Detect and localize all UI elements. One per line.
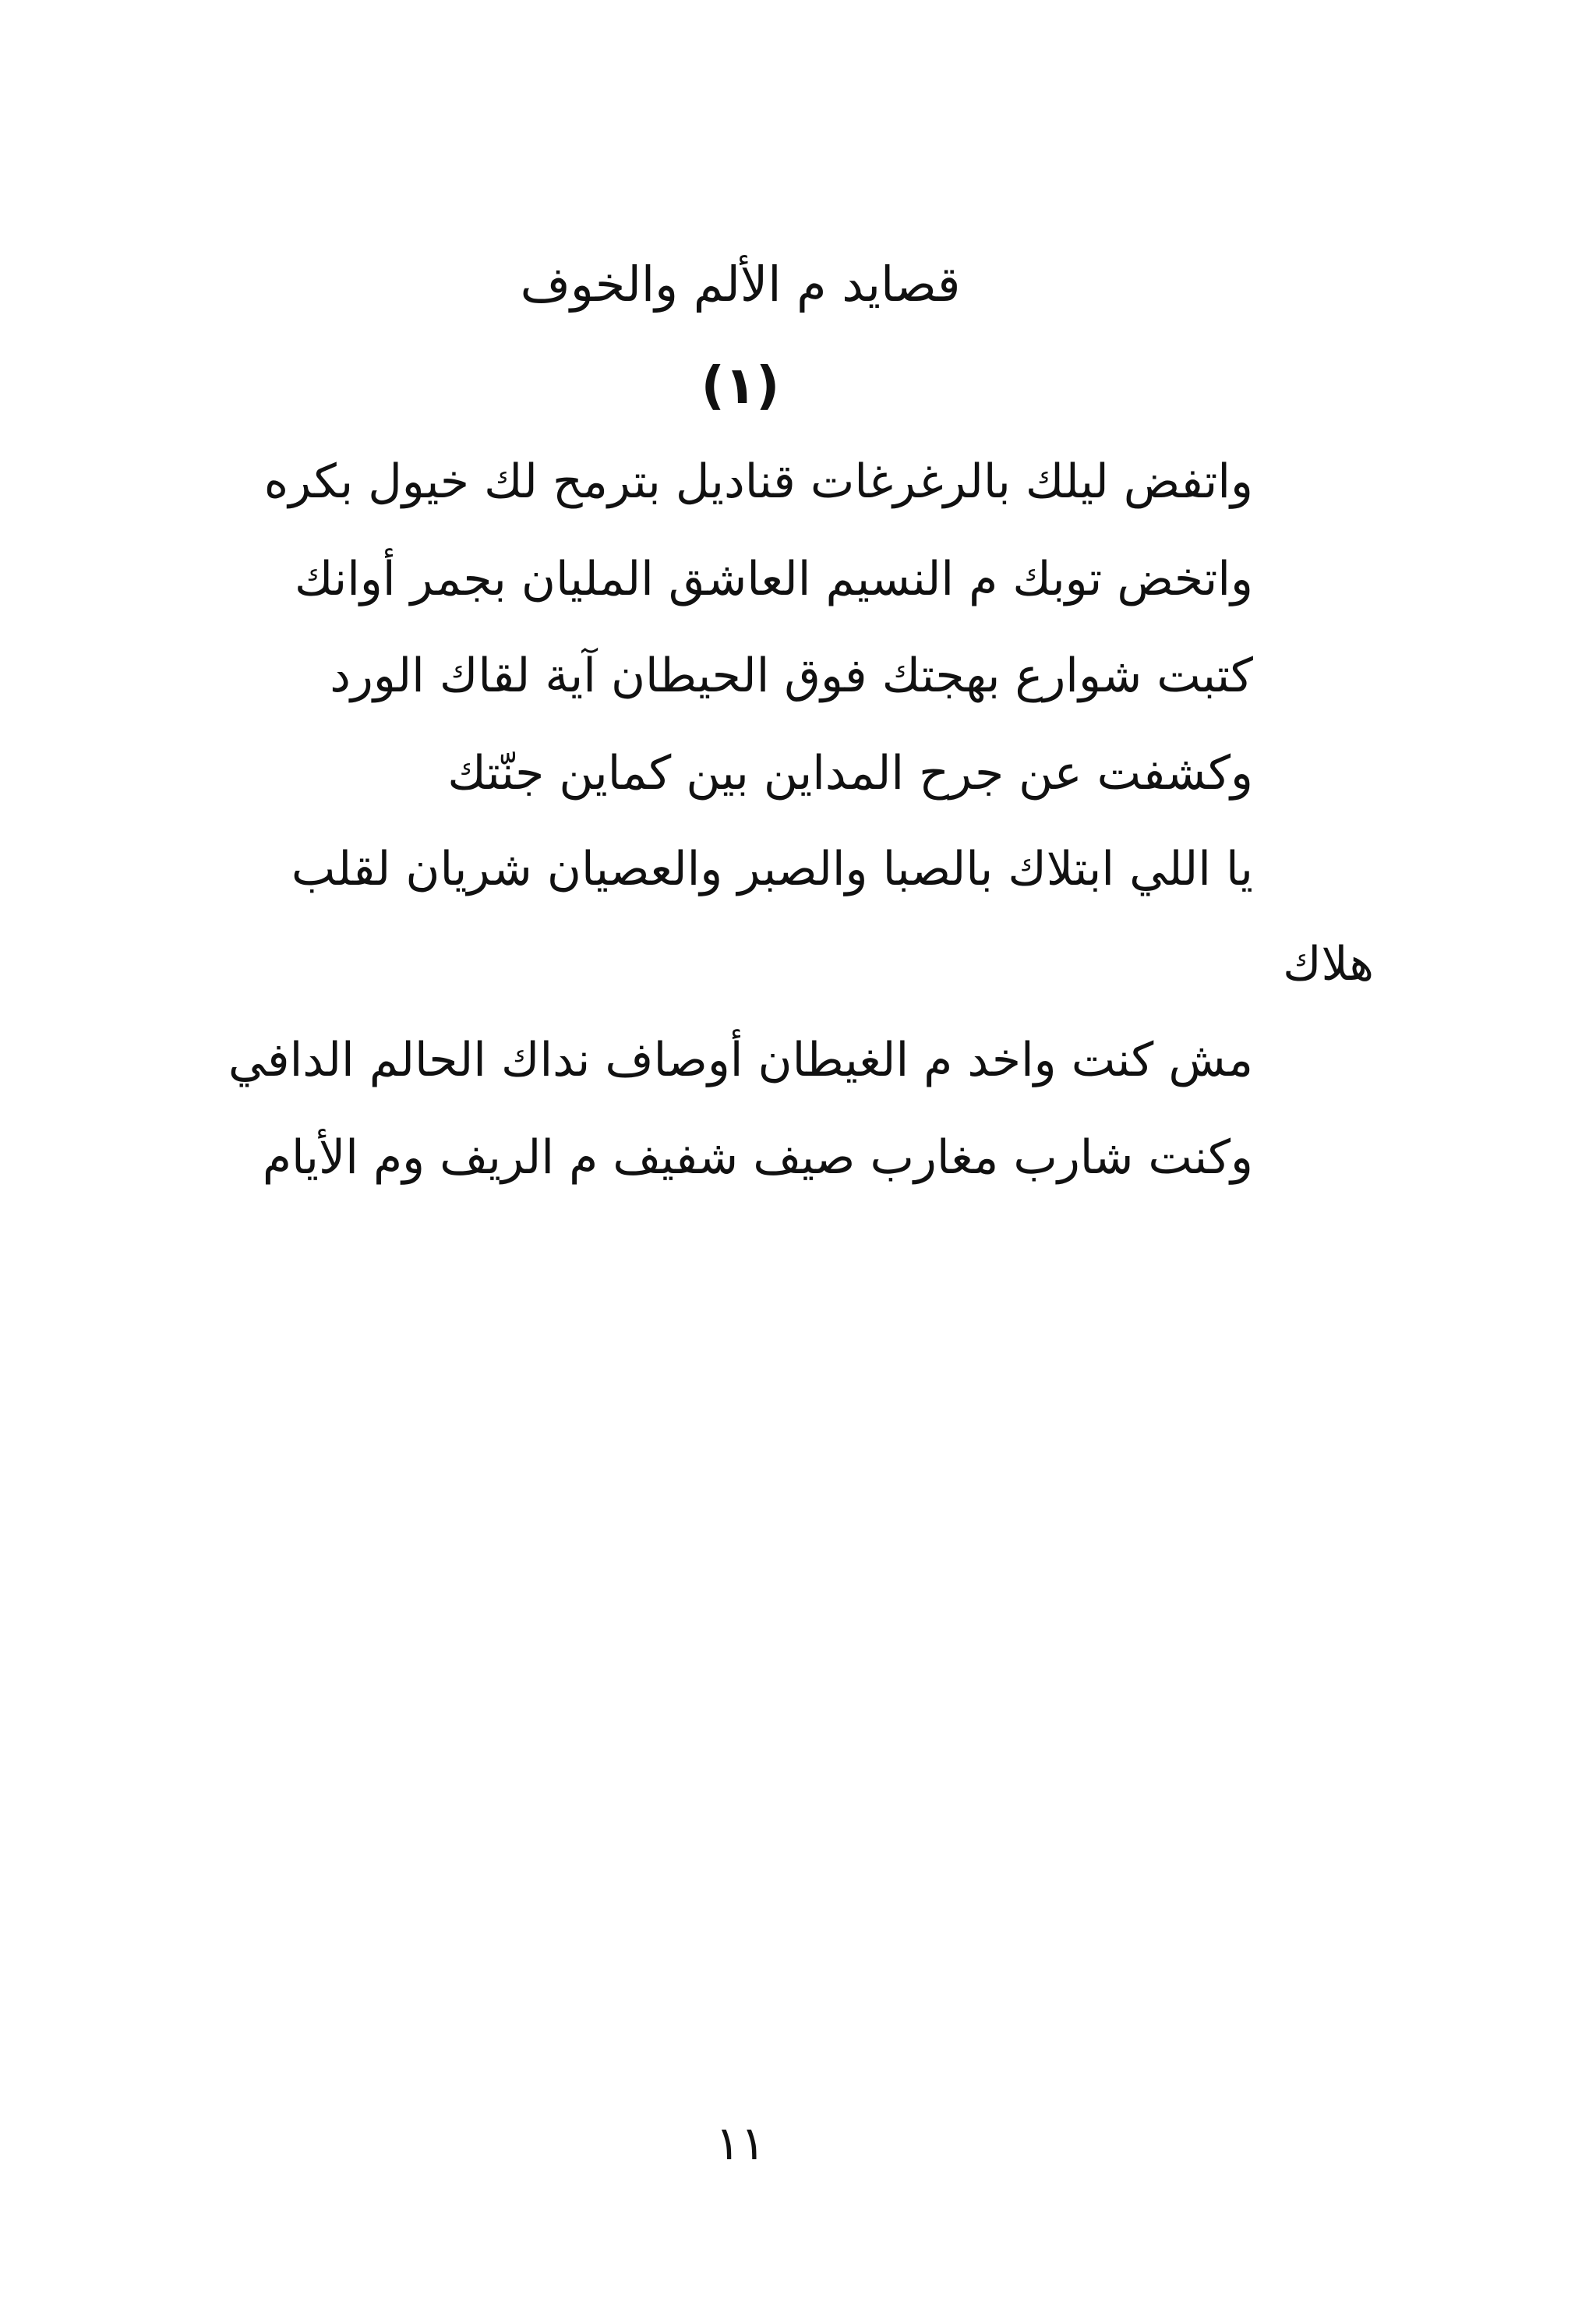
poem-title: قصايد م الألم والخوف <box>520 256 961 313</box>
verse-line-5-continuation: هلاك <box>1283 937 1374 992</box>
verse-line-6: مش كنت واخد م الغيطان أوصاف نداك الحالم الدافي <box>228 1033 1253 1087</box>
verse-line-1: واتفض ليلك بالرغرغات قناديل بترمح لك خيول بكره <box>263 454 1253 509</box>
section-number: (١) <box>701 355 780 415</box>
verse-line-5: يا اللي ابتلاك بالصبا والصبر والعصيان شريان لقلب <box>291 842 1253 896</box>
verse-line-2: واتخض توبك م النسيم العاشق المليان بجمر أوانك <box>294 552 1253 606</box>
verse-line-4: وكشفت عن جرح المداين بين كماين جنّتك <box>447 746 1253 801</box>
verse-line-7: وكنت شارب مغارب صيف شفيف م الريف وم الأيام <box>262 1130 1253 1185</box>
verse-line-3: كتبت شوارع بهجتك فوق الحيطان آية لقاك الورد <box>330 649 1253 703</box>
page-number: ١١ <box>715 2116 766 2171</box>
